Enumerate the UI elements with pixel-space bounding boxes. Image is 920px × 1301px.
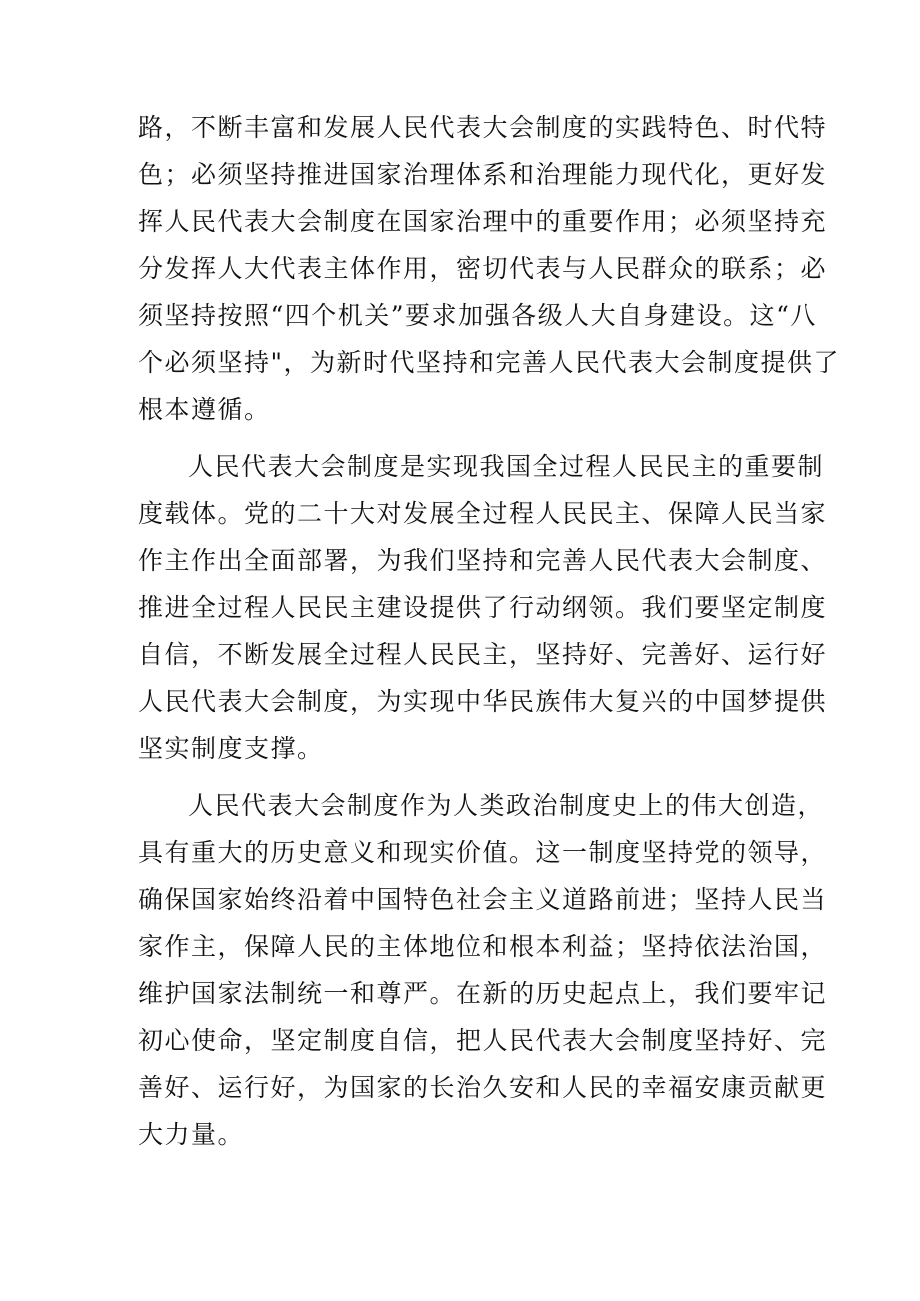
text-line: 人民代表大会制度，为实现中华民族伟大复兴的中国梦提供	[138, 687, 828, 716]
text-line: 根本遵循。	[138, 395, 271, 424]
text-line: 挥人民代表大会制度在国家治理中的重要作用；必须坚持充	[138, 207, 828, 236]
text-line: 坚实制度支撑。	[138, 734, 324, 763]
text-line: 色；必须坚持推进国家治理体系和治理能力现代化，更好发	[138, 160, 828, 189]
text-line: 个必须坚持"，为新时代坚持和完善人民代表大会制度提供了	[138, 348, 841, 377]
text-line: 家作主，保障人民的主体地位和根本利益；坚持依法治国，	[138, 932, 828, 961]
text-line: 路，不断丰富和发展人民代表大会制度的实践特色、时代特	[138, 113, 828, 142]
text-line: 大力量。	[138, 1120, 245, 1149]
text-line: 确保国家始终沿着中国特色社会主义道路前进；坚持人民当	[138, 885, 828, 914]
text-line: 人民代表大会制度是实现我国全过程人民民主的重要制	[188, 452, 825, 481]
text-line: 作主作出全面部署，为我们坚持和完善人民代表大会制度、	[138, 546, 828, 575]
text-line: 人民代表大会制度作为人类政治制度史上的伟大创造，	[188, 791, 825, 820]
text-line: 维护国家法制统一和尊严。在新的历史起点上，我们要牢记	[138, 979, 828, 1008]
paragraph-continuation	[138, 104, 841, 433]
text-line: 自信，不断发展全过程人民民主，坚持好、完善好、运行好	[138, 640, 828, 669]
document-body	[138, 104, 841, 1168]
text-line: 度载体。党的二十大对发展全过程人民民主、保障人民当家	[138, 499, 828, 528]
paragraph-historic-significance	[138, 782, 828, 1158]
text-line: 初心使命，坚定制度自信，把人民代表大会制度坚持好、完	[138, 1026, 828, 1055]
text-line: 善好、运行好，为国家的长治久安和人民的幸福安康贡献更	[138, 1073, 828, 1102]
text-line: 分发挥人大代表主体作用，密切代表与人民群众的联系；必	[138, 254, 828, 283]
text-line: 具有重大的历史意义和现实价值。这一制度坚持党的领导，	[138, 838, 828, 867]
text-line: 推进全过程人民民主建设提供了行动纲领。我们要坚定制度	[138, 593, 828, 622]
text-line: 须坚持按照“四个机关”要求加强各级人大自身建设。这“八	[138, 301, 817, 330]
paragraph-system-carrier	[138, 443, 828, 772]
